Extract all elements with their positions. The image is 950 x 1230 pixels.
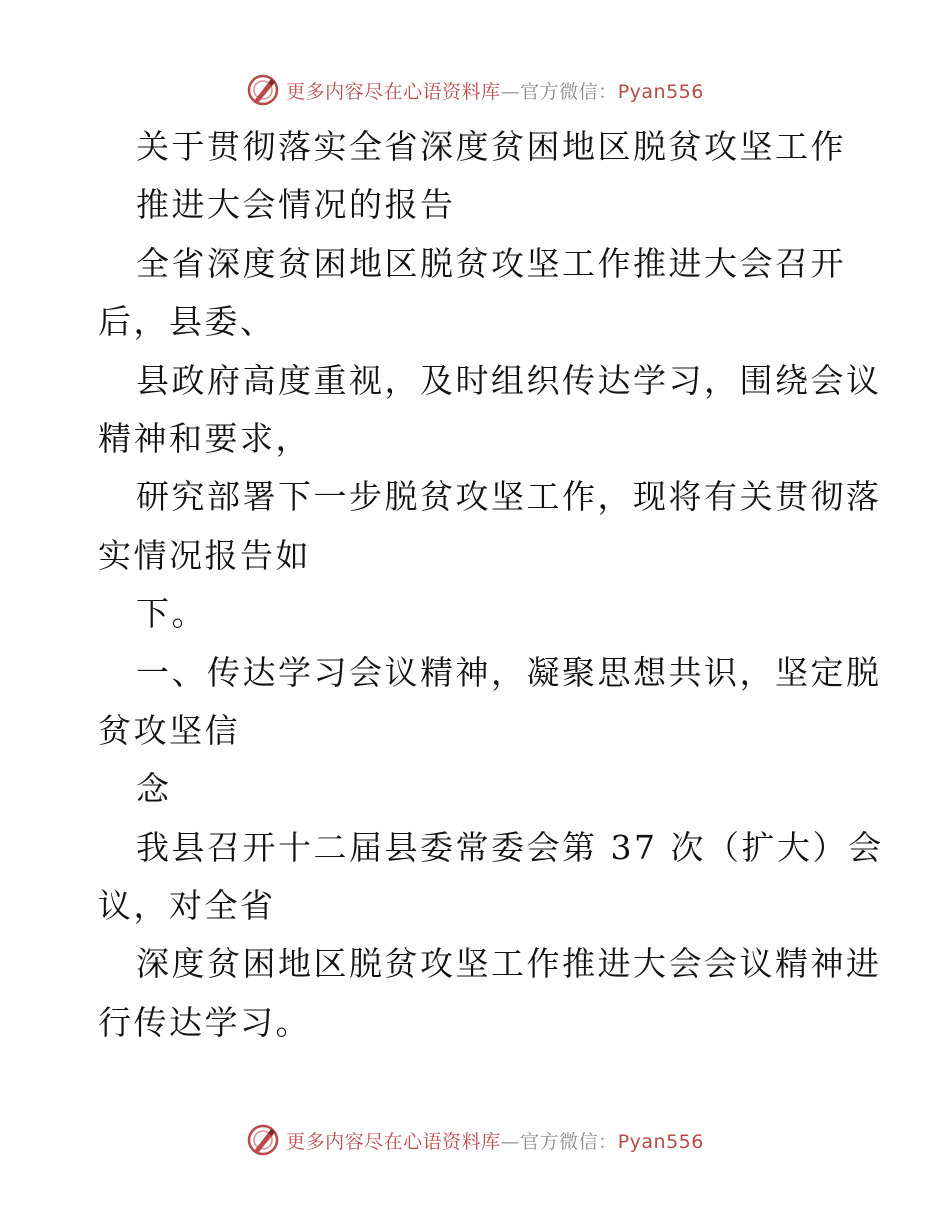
- document-body: [98, 118, 884, 1052]
- body-line: 议，对全省: [98, 886, 276, 926]
- section-heading-line: 一、传达学习会议精神，凝聚思想共识，坚定脱: [136, 652, 882, 692]
- watermark-id: Pyan556: [617, 1130, 704, 1153]
- watermark-text: [286, 1127, 704, 1154]
- body-line: 研究部署下一步脱贫攻坚工作，现将有关贯彻落: [136, 477, 882, 517]
- watermark-header: [0, 70, 950, 110]
- watermark-label: 官方微信：: [520, 80, 618, 103]
- body-line: 实情况报告如: [98, 535, 311, 575]
- pen-logo-icon: [246, 73, 280, 107]
- pen-logo-icon: [246, 1123, 280, 1157]
- section-heading-line: 贫攻坚信: [98, 710, 240, 750]
- body-line: 精神和要求，: [98, 418, 311, 458]
- watermark-id: Pyan556: [617, 80, 704, 103]
- section-heading-line: 念: [136, 769, 172, 809]
- body-line: 我县召开十二届县委常委会第 37 次（扩大）会: [136, 827, 884, 867]
- title-line-1: 关于贯彻落实全省深度贫困地区脱贫攻坚工作: [136, 127, 846, 166]
- body-line: 行传达学习。: [98, 1002, 311, 1042]
- body-line: 下。: [136, 594, 207, 634]
- body-line: 后，县委、: [98, 302, 276, 342]
- watermark-text: [286, 77, 704, 104]
- watermark-separator: —: [500, 80, 521, 103]
- title-line-2: 推进大会情况的报告: [136, 185, 456, 225]
- watermark-label: 官方微信：: [520, 1130, 618, 1153]
- body-line: 全省深度贫困地区脱贫攻坚工作推进大会召开: [136, 243, 846, 283]
- watermark-footer: [0, 1120, 950, 1160]
- watermark-separator: —: [500, 1130, 521, 1153]
- body-line: 深度贫困地区脱贫攻坚工作推进大会会议精神进: [136, 944, 882, 984]
- body-line: 县政府高度重视，及时组织传达学习，围绕会议: [136, 360, 882, 400]
- watermark-site: 更多内容尽在心语资料库: [286, 1130, 501, 1153]
- watermark-site: 更多内容尽在心语资料库: [286, 80, 501, 103]
